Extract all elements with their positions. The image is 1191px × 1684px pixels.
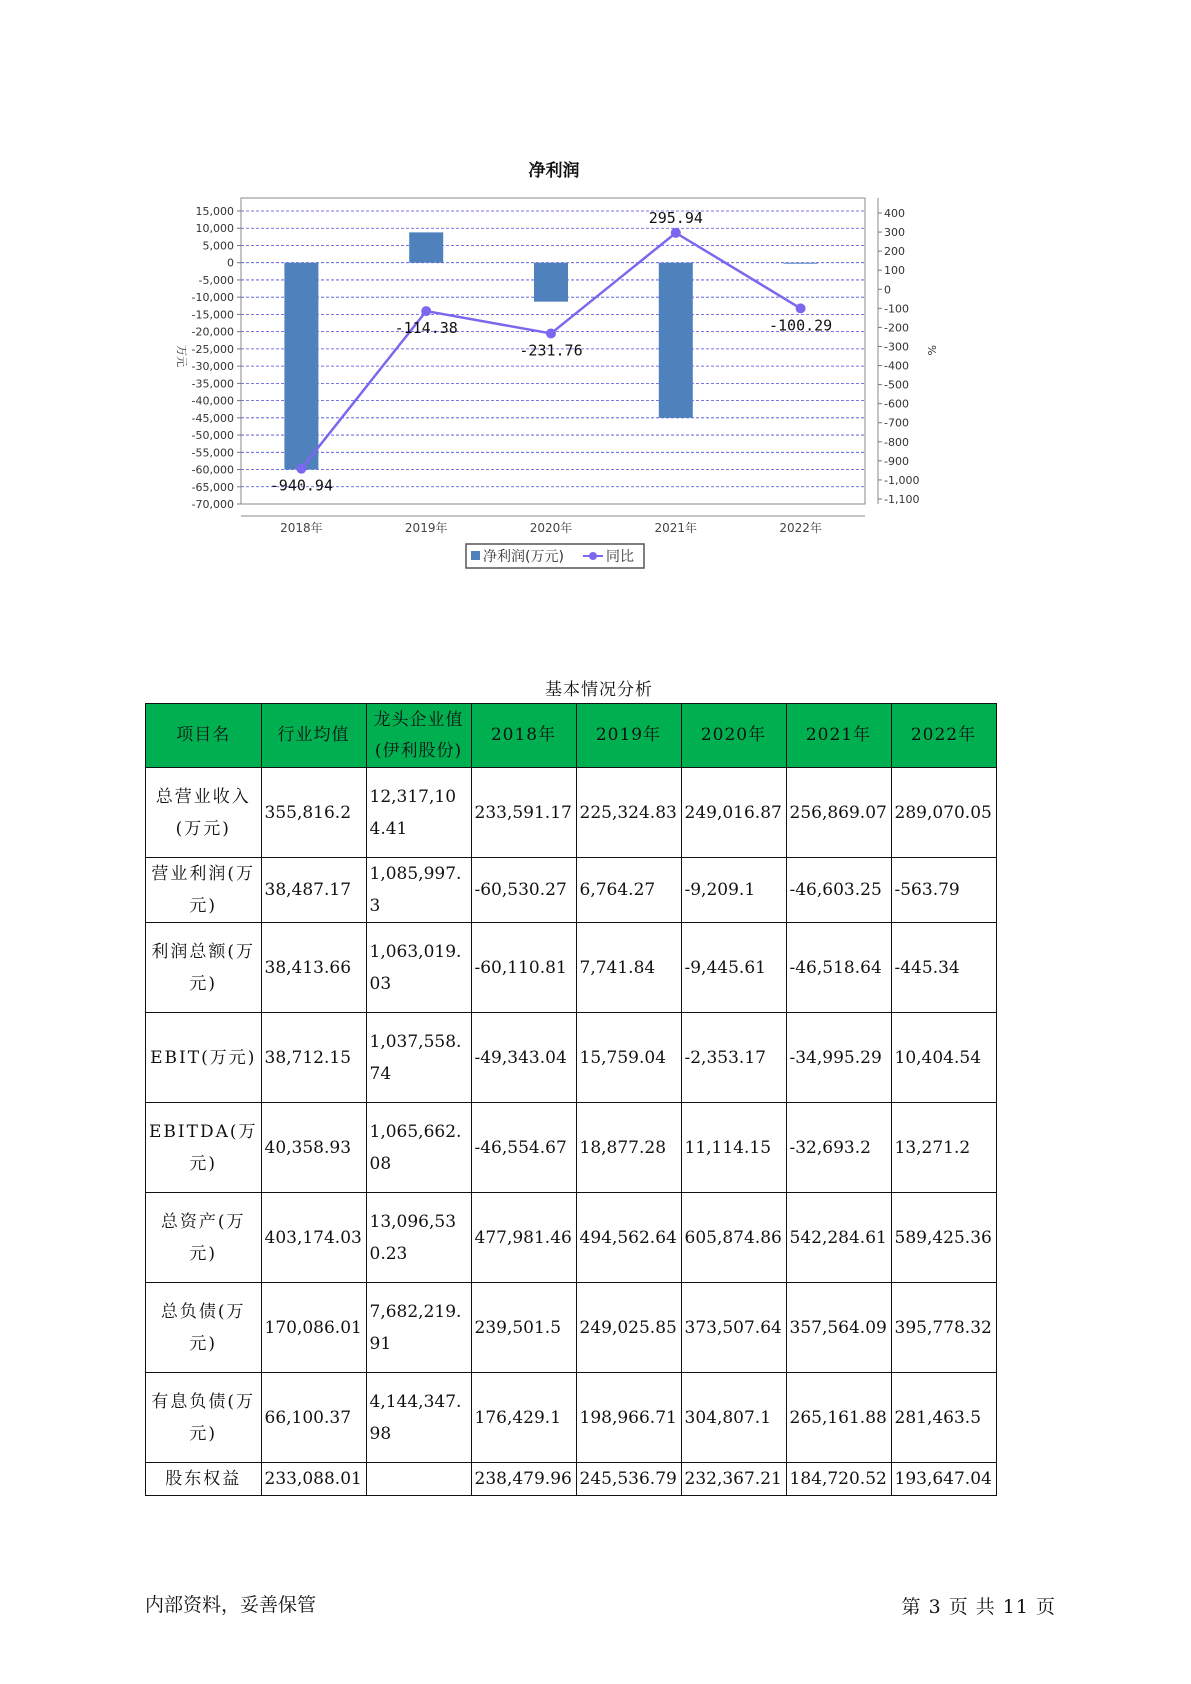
leader-value-cell: 1,085,997.3 bbox=[366, 858, 471, 923]
value-cell: 245,536.79 bbox=[576, 1463, 681, 1496]
header-cell: 2019年 bbox=[576, 704, 681, 768]
left-tick-label: -5,000 bbox=[198, 273, 234, 287]
header-cell: 2020年 bbox=[681, 704, 786, 768]
value-cell: -46,518.64 bbox=[786, 923, 891, 1013]
right-tick-label: -300 bbox=[884, 340, 909, 354]
left-tick-label: -45,000 bbox=[191, 411, 234, 425]
value-cell: 589,425.36 bbox=[891, 1193, 996, 1283]
right-tick-label: -400 bbox=[884, 359, 909, 373]
value-cell: 193,647.04 bbox=[891, 1463, 996, 1496]
table-caption: 基本情况分析 bbox=[545, 680, 653, 700]
left-tick-label: -35,000 bbox=[191, 377, 234, 391]
value-cell: 494,562.64 bbox=[576, 1193, 681, 1283]
value-cell: 249,025.85 bbox=[576, 1283, 681, 1373]
table-row bbox=[146, 768, 997, 858]
value-cell: 66,100.37 bbox=[261, 1373, 366, 1463]
value-cell: -9,445.61 bbox=[681, 923, 786, 1013]
yoy-point bbox=[671, 228, 681, 238]
right-tick-label: -1,000 bbox=[884, 473, 920, 487]
left-tick-label: 0 bbox=[227, 256, 234, 270]
value-cell: 355,816.2 bbox=[261, 768, 366, 858]
net-profit-bar bbox=[284, 263, 318, 470]
right-tick-label: -200 bbox=[884, 321, 909, 335]
value-cell: 265,161.88 bbox=[786, 1373, 891, 1463]
left-tick-label: -55,000 bbox=[191, 446, 234, 460]
header-cell: 2021年 bbox=[786, 704, 891, 768]
value-cell: -49,343.04 bbox=[471, 1013, 576, 1103]
value-cell: 373,507.64 bbox=[681, 1283, 786, 1373]
value-cell: 11,114.15 bbox=[681, 1103, 786, 1193]
x-tick-label: 2022年 bbox=[779, 521, 822, 535]
chart-title: 净利润 bbox=[528, 161, 580, 181]
left-tick-label: -20,000 bbox=[191, 325, 234, 339]
yoy-data-label: -231.76 bbox=[519, 341, 583, 360]
value-cell: 233,088.01 bbox=[261, 1463, 366, 1496]
right-tick-label: -600 bbox=[884, 397, 909, 411]
yoy-data-label: -940.94 bbox=[269, 476, 334, 495]
left-tick-label: -10,000 bbox=[191, 291, 234, 305]
net-profit-bar bbox=[534, 263, 568, 302]
table-row bbox=[146, 858, 997, 923]
leader-value-cell: 1,037,558.74 bbox=[366, 1013, 471, 1103]
value-cell: 18,877.28 bbox=[576, 1103, 681, 1193]
left-tick-label: -30,000 bbox=[191, 360, 234, 374]
x-tick-label: 2021年 bbox=[654, 521, 698, 535]
table-body bbox=[146, 768, 997, 1496]
x-tick-label: 2019年 bbox=[404, 521, 448, 535]
row-label: EBITDA(万元) bbox=[146, 1103, 262, 1193]
value-cell: 477,981.46 bbox=[471, 1193, 576, 1283]
right-axis-unit: % bbox=[925, 345, 938, 356]
value-cell: 13,271.2 bbox=[891, 1103, 996, 1193]
net-profit-bar bbox=[409, 232, 443, 262]
value-cell: 357,564.09 bbox=[786, 1283, 891, 1373]
value-cell: 15,759.04 bbox=[576, 1013, 681, 1103]
net-profit-bar bbox=[784, 263, 818, 264]
header-cell: 龙头企业值(伊利股份) bbox=[366, 704, 471, 768]
yoy-point bbox=[421, 306, 431, 316]
left-axis-unit: 万元 bbox=[175, 345, 188, 367]
value-cell: 605,874.86 bbox=[681, 1193, 786, 1283]
row-label: 总负债(万元) bbox=[146, 1283, 262, 1373]
value-cell: -2,353.17 bbox=[681, 1013, 786, 1103]
header-cell: 项目名 bbox=[146, 704, 262, 768]
right-tick-label: 200 bbox=[884, 245, 905, 259]
table-row bbox=[146, 1103, 997, 1193]
value-cell: 176,429.1 bbox=[471, 1373, 576, 1463]
x-tick-label: 2020年 bbox=[529, 521, 573, 535]
value-cell: -9,209.1 bbox=[681, 858, 786, 923]
right-tick-label: 400 bbox=[884, 207, 905, 220]
legend-bar-label: 净利润(万元) bbox=[483, 549, 564, 565]
leader-value-cell: 7,682,219.91 bbox=[366, 1283, 471, 1373]
net-profit-bar bbox=[659, 263, 693, 418]
right-tick-label: 300 bbox=[884, 226, 905, 240]
left-tick-label: -70,000 bbox=[191, 498, 234, 511]
value-cell: -60,110.81 bbox=[471, 923, 576, 1013]
left-tick-label: -60,000 bbox=[191, 463, 234, 477]
value-cell: 10,404.54 bbox=[891, 1013, 996, 1103]
yoy-point bbox=[546, 328, 556, 338]
value-cell: 289,070.05 bbox=[891, 768, 996, 858]
header-cell: 行业均值 bbox=[261, 704, 366, 768]
left-tick-label: -65,000 bbox=[191, 480, 234, 494]
value-cell: 256,869.07 bbox=[786, 768, 891, 858]
value-cell: -34,995.29 bbox=[786, 1013, 891, 1103]
value-cell: 6,764.27 bbox=[576, 858, 681, 923]
leader-value-cell: 1,063,019.03 bbox=[366, 923, 471, 1013]
basic-analysis-table bbox=[145, 703, 997, 1496]
value-cell: 249,016.87 bbox=[681, 768, 786, 858]
table-row bbox=[146, 1013, 997, 1103]
value-cell: 542,284.61 bbox=[786, 1193, 891, 1283]
value-cell: -563.79 bbox=[891, 858, 996, 923]
data-labels bbox=[270, 209, 832, 495]
leader-value-cell bbox=[366, 1463, 471, 1496]
row-label: EBIT(万元) bbox=[146, 1013, 262, 1103]
row-label: 营业利润(万元) bbox=[146, 858, 262, 923]
value-cell: 170,086.01 bbox=[261, 1283, 366, 1373]
table-row bbox=[146, 1463, 997, 1496]
yoy-data-label: -100.29 bbox=[768, 316, 833, 335]
value-cell: 233,591.17 bbox=[471, 768, 576, 858]
left-axis-ticks bbox=[192, 205, 241, 511]
right-tick-label: 0 bbox=[884, 283, 891, 297]
row-label: 股东权益 bbox=[146, 1463, 262, 1496]
row-label: 利润总额(万元) bbox=[146, 923, 262, 1013]
header-cell: 2022年 bbox=[891, 704, 996, 768]
left-tick-label: 5,000 bbox=[202, 239, 234, 253]
value-cell: -32,693.2 bbox=[786, 1103, 891, 1193]
value-cell: 38,413.66 bbox=[261, 923, 366, 1013]
value-cell: -46,554.67 bbox=[471, 1103, 576, 1193]
leader-value-cell: 13,096,530.23 bbox=[366, 1193, 471, 1283]
row-label: 有息负债(万元) bbox=[146, 1373, 262, 1463]
leader-value-cell: 1,065,662.08 bbox=[366, 1103, 471, 1193]
leader-value-cell: 12,317,104.41 bbox=[366, 768, 471, 858]
yoy-data-label: -114.38 bbox=[394, 319, 458, 338]
value-cell: -46,603.25 bbox=[786, 858, 891, 923]
table-row bbox=[146, 1373, 997, 1463]
table-row bbox=[146, 923, 997, 1013]
right-tick-label: -900 bbox=[884, 454, 909, 468]
legend-line-label: 同比 bbox=[606, 549, 634, 565]
left-tick-label: -40,000 bbox=[191, 394, 234, 408]
value-cell: 184,720.52 bbox=[786, 1463, 891, 1496]
legend-bar-swatch bbox=[471, 551, 480, 560]
right-tick-label: -700 bbox=[884, 416, 909, 430]
leader-value-cell: 4,144,347.98 bbox=[366, 1373, 471, 1463]
value-cell: -445.34 bbox=[891, 923, 996, 1013]
value-cell: 239,501.5 bbox=[471, 1283, 576, 1373]
net-profit-chart bbox=[160, 160, 1060, 630]
value-cell: 232,367.21 bbox=[681, 1463, 786, 1496]
right-tick-label: -1,100 bbox=[884, 493, 920, 506]
chart-legend bbox=[466, 544, 644, 568]
value-cell: 38,487.17 bbox=[261, 858, 366, 923]
value-cell: 40,358.93 bbox=[261, 1103, 366, 1193]
header-cell: 2018年 bbox=[471, 704, 576, 768]
footer-page-number: 第 3 页 共 11 页 bbox=[901, 1596, 1056, 1618]
value-cell: 395,778.32 bbox=[891, 1283, 996, 1373]
left-tick-label: 15,000 bbox=[195, 205, 234, 218]
right-tick-label: -800 bbox=[884, 435, 909, 449]
left-tick-label: -50,000 bbox=[191, 429, 234, 443]
value-cell: 7,741.84 bbox=[576, 923, 681, 1013]
value-cell: 304,807.1 bbox=[681, 1373, 786, 1463]
yoy-data-label: 295.94 bbox=[648, 208, 703, 227]
value-cell: 198,966.71 bbox=[576, 1373, 681, 1463]
yoy-point bbox=[796, 303, 806, 313]
x-axis-ticks bbox=[241, 516, 865, 535]
right-axis-ticks bbox=[878, 198, 919, 506]
value-cell: 38,712.15 bbox=[261, 1013, 366, 1103]
legend-line-marker bbox=[589, 552, 597, 560]
row-label: 总资产(万元) bbox=[146, 1193, 262, 1283]
chart-canvas bbox=[160, 160, 1060, 630]
table-header-row bbox=[146, 704, 997, 768]
value-cell: 225,324.83 bbox=[576, 768, 681, 858]
footer-confidential-note: 内部资料，妥善保管 bbox=[145, 1594, 317, 1616]
left-tick-label: -15,000 bbox=[191, 308, 234, 322]
table-row bbox=[146, 1193, 997, 1283]
value-cell: 281,463.5 bbox=[891, 1373, 996, 1463]
x-tick-label: 2018年 bbox=[280, 521, 323, 535]
right-tick-label: -500 bbox=[884, 378, 909, 392]
yoy-point bbox=[296, 464, 306, 474]
value-cell: -60,530.27 bbox=[471, 858, 576, 923]
left-tick-label: -25,000 bbox=[191, 342, 234, 356]
left-tick-label: 10,000 bbox=[195, 222, 234, 236]
value-cell: 403,174.03 bbox=[261, 1193, 366, 1283]
right-tick-label: 100 bbox=[884, 264, 905, 278]
table-row bbox=[146, 1283, 997, 1373]
value-cell: 238,479.96 bbox=[471, 1463, 576, 1496]
right-tick-label: -100 bbox=[884, 302, 909, 316]
row-label: 总营业收入(万元) bbox=[146, 768, 262, 858]
